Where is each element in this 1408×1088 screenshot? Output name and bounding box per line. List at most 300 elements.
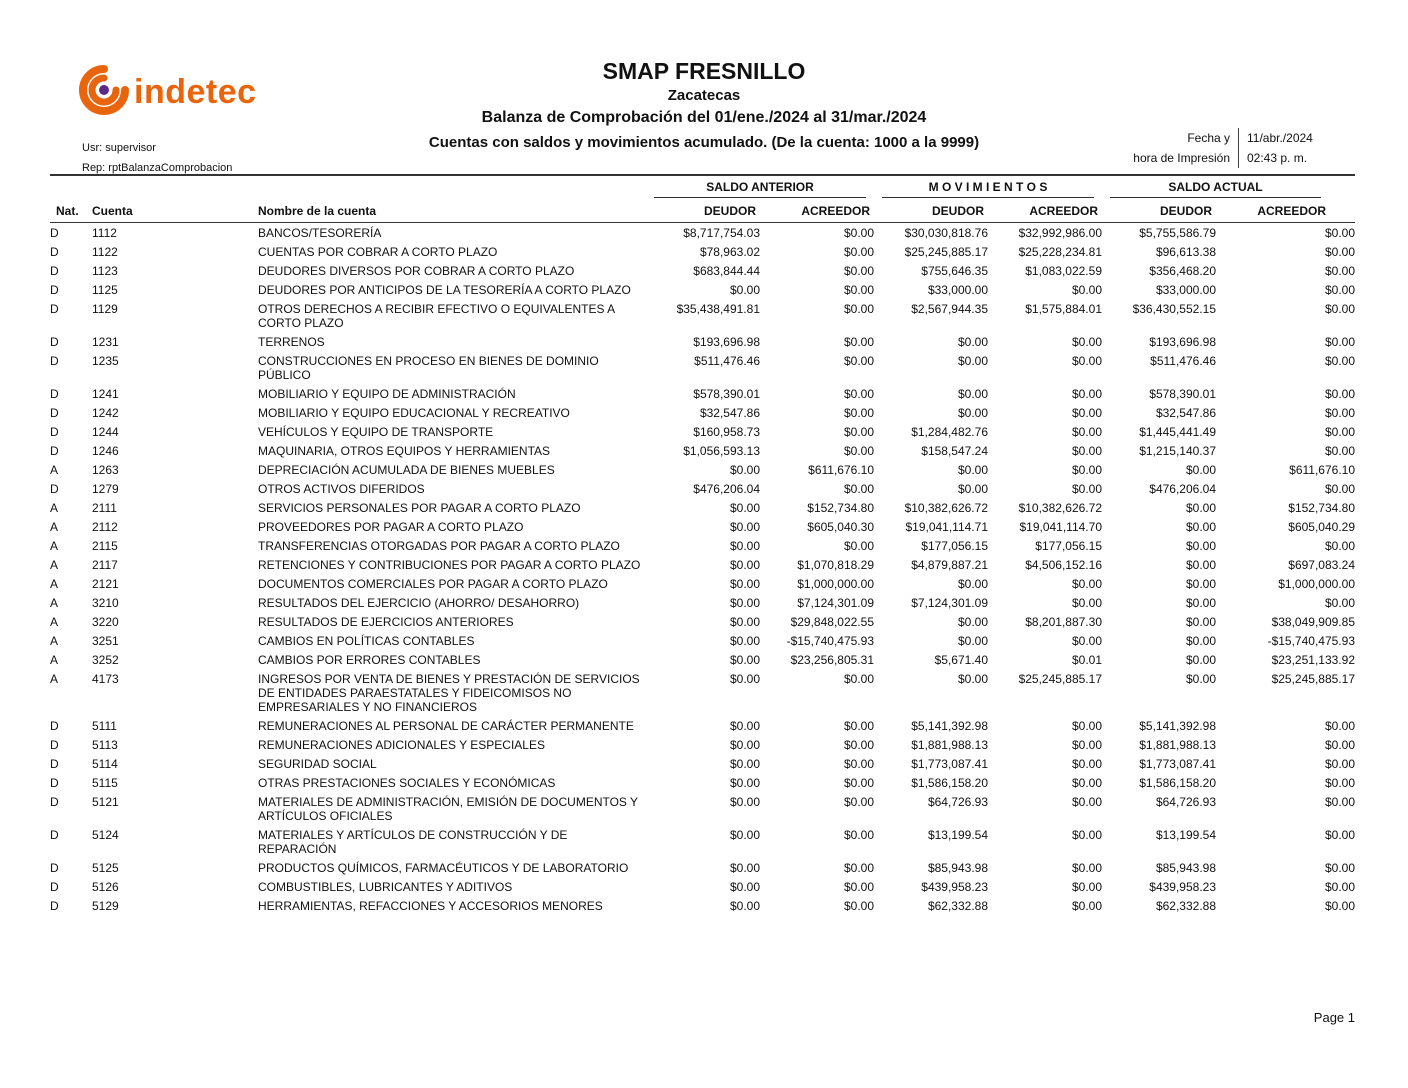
movimientos-acreedor-cell: $25,245,885.17: [1018, 672, 1102, 686]
movimientos-deudor-cell: $0.00: [957, 387, 988, 401]
saldo-actual-deudor-cell: $85,943.98: [1155, 861, 1216, 875]
saldo-actual-deudor-cell: $33,000.00: [1155, 283, 1216, 297]
saldo-anterior-deudor-cell: $0.00: [729, 795, 760, 809]
table-row: [50, 261, 1355, 280]
saldo-anterior-acreedor-cell: $0.00: [843, 264, 874, 278]
nat-cell: D: [50, 444, 59, 458]
saldo-anterior-acreedor-cell: $0.00: [843, 757, 874, 771]
nat-cell: D: [50, 776, 59, 790]
saldo-anterior-deudor-cell: $476,206.04: [693, 482, 760, 496]
saldo-anterior-deudor-cell: $0.00: [729, 653, 760, 667]
saldo-actual-deudor-cell: $13,199.54: [1155, 828, 1216, 842]
saldo-actual-acreedor-cell: $0.00: [1324, 596, 1355, 610]
saldo-actual-acreedor-cell: $605,040.29: [1288, 520, 1355, 534]
print-date-value: 11/abr./2024: [1238, 128, 1326, 148]
saldo-actual-acreedor-cell: $0.00: [1324, 828, 1355, 842]
saldo-anterior-acreedor-cell: $0.00: [843, 861, 874, 875]
movimientos-acreedor-cell: $0.00: [1071, 776, 1102, 790]
saldo-actual-deudor-cell: $0.00: [1185, 596, 1216, 610]
movimientos-deudor-cell: $1,773,087.41: [911, 757, 988, 771]
saldo-actual-acreedor-cell: $0.00: [1324, 354, 1355, 368]
nat-cell: A: [50, 520, 59, 534]
table-row: [50, 825, 1355, 858]
nat-cell: D: [50, 283, 59, 297]
nat-cell: A: [50, 501, 59, 515]
saldo-anterior-acreedor-cell: $0.00: [843, 795, 874, 809]
movimientos-acreedor-cell: $0.00: [1071, 861, 1102, 875]
nat-cell: A: [50, 672, 59, 686]
nat-cell: D: [50, 899, 59, 913]
saldo-actual-deudor-cell: $511,476.46: [1150, 354, 1216, 368]
table-row: [50, 593, 1355, 612]
movimientos-deudor-cell: $10,382,626.72: [904, 501, 988, 515]
movimientos-deudor-cell: $1,284,482.76: [911, 425, 988, 439]
cuenta-cell: 3220: [92, 615, 119, 629]
nombre-cell: RESULTADOS DEL EJERCICIO (AHORRO/ DESAHORRO): [258, 596, 580, 610]
print-time-row: [1110, 148, 1326, 168]
saldo-anterior-acreedor-cell: $0.00: [843, 738, 874, 752]
movimientos-deudor-cell: $0.00: [957, 406, 988, 420]
nombre-cell: DEUDORES POR ANTICIPOS DE LA TESORERÍA A CORTO PLAZO: [258, 283, 631, 297]
saldo-anterior-deudor-cell: $0.00: [729, 719, 760, 733]
saldo-anterior-deudor-cell: $0.00: [729, 672, 760, 686]
nat-cell: A: [50, 615, 59, 629]
nat-cell: D: [50, 425, 59, 439]
cuenta-cell: 4173: [92, 672, 119, 686]
saldo-actual-acreedor-cell: $0.00: [1324, 482, 1355, 496]
table-row: [50, 517, 1355, 536]
movimientos-acreedor-cell: $0.00: [1071, 757, 1102, 771]
saldo-anterior-acreedor-cell: $0.00: [843, 539, 874, 553]
table-row: [50, 280, 1355, 299]
nombre-cell: DEPRECIACIÓN ACUMULADA DE BIENES MUEBLES: [258, 463, 555, 477]
movimientos-deudor-cell: $4,879,887.21: [911, 558, 988, 572]
saldo-actual-deudor-cell: $578,390.01: [1149, 387, 1216, 401]
nat-cell: D: [50, 387, 59, 401]
saldo-anterior-deudor-cell: $0.00: [729, 520, 760, 534]
saldo-actual-acreedor-cell: $0.00: [1324, 861, 1355, 875]
table-body: [50, 223, 1355, 916]
saldo-anterior-acreedor-cell: $0.00: [843, 899, 874, 913]
table-row: [50, 612, 1355, 631]
saldo-actual-deudor-cell: $439,958.23: [1149, 880, 1216, 894]
cuenta-cell: 5115: [92, 776, 118, 790]
cuenta-cell: 3252: [92, 653, 119, 667]
movimientos-acreedor-cell: $4,506,152.16: [1025, 558, 1102, 572]
saldo-anterior-acreedor-cell: $0.00: [843, 406, 874, 420]
table-row: [50, 669, 1355, 716]
saldo-anterior-deudor-cell: $32,547.86: [699, 406, 760, 420]
saldo-anterior-acreedor-cell: $0.00: [843, 719, 874, 733]
col-sa-acreedor: ACREEDOR: [760, 198, 874, 223]
saldo-anterior-deudor-cell: $0.00: [729, 501, 760, 515]
nat-cell: A: [50, 463, 59, 477]
movimientos-acreedor-cell: $0.00: [1071, 828, 1102, 842]
table-row: [50, 536, 1355, 555]
nombre-cell: SEGURIDAD SOCIAL: [258, 757, 377, 771]
saldo-actual-acreedor-cell: $0.00: [1324, 406, 1355, 420]
saldo-actual-acreedor-cell: $0.00: [1324, 245, 1355, 259]
nombre-cell: PROVEEDORES POR PAGAR A CORTO PLAZO: [258, 520, 524, 534]
nat-cell: A: [50, 653, 59, 667]
movimientos-deudor-cell: $0.00: [957, 354, 988, 368]
movimientos-acreedor-cell: $0.00: [1071, 899, 1102, 913]
table-row: [50, 754, 1355, 773]
movimientos-acreedor-cell: $1,083,022.59: [1025, 264, 1102, 278]
saldo-actual-acreedor-cell: $25,245,885.17: [1271, 672, 1355, 686]
cuenta-cell: 5111: [92, 719, 117, 733]
movimientos-acreedor-cell: $0.00: [1071, 634, 1102, 648]
saldo-actual-deudor-cell: $476,206.04: [1149, 482, 1216, 496]
nombre-cell: COMBUSTIBLES, LUBRICANTES Y ADITIVOS: [258, 880, 513, 894]
nombre-cell: DEUDORES DIVERSOS POR COBRAR A CORTO PLAZO: [258, 264, 575, 278]
cuenta-cell: 3251: [92, 634, 119, 648]
cuenta-cell: 1123: [92, 264, 118, 278]
entity-subtitle: Zacatecas: [667, 87, 741, 104]
nombre-cell: DOCUMENTOS COMERCIALES POR PAGAR A CORTO PLAZO: [258, 577, 608, 591]
print-datetime: [1110, 128, 1326, 168]
saldo-actual-deudor-cell: $0.00: [1185, 520, 1216, 534]
saldo-actual-deudor-cell: $0.00: [1185, 463, 1216, 477]
nombre-cell: CAMBIOS EN POLÍTICAS CONTABLES: [258, 634, 475, 648]
page-number: Page 1: [1313, 1010, 1355, 1025]
print-date-label: Fecha y: [1187, 131, 1230, 145]
group-movimientos: M O V I M I E N T O S: [874, 175, 1102, 198]
saldo-actual-deudor-cell: $0.00: [1185, 501, 1216, 515]
nat-cell: D: [50, 406, 59, 420]
nombre-cell: TERRENOS: [258, 335, 325, 349]
saldo-anterior-acreedor-cell: $0.00: [843, 283, 874, 297]
saldo-actual-acreedor-cell: $611,676.10: [1289, 463, 1355, 477]
movimientos-deudor-cell: $755,646.35: [921, 264, 988, 278]
movimientos-deudor-cell: $158,547.24: [921, 444, 988, 458]
nombre-cell: PRODUCTOS QUÍMICOS, FARMACÉUTICOS Y DE LABORATORIO: [258, 861, 629, 875]
nombre-cell: OTROS DERECHOS A RECIBIR EFECTIVO O EQUIVALENTES A CORTO PLAZO: [258, 302, 615, 330]
nat-cell: A: [50, 558, 59, 572]
movimientos-deudor-cell: $5,671.40: [934, 653, 988, 667]
col-nat: Nat.: [50, 198, 92, 223]
saldo-anterior-deudor-cell: $8,717,754.03: [683, 226, 760, 240]
movimientos-deudor-cell: $25,245,885.17: [904, 245, 988, 259]
movimientos-acreedor-cell: $0.00: [1071, 880, 1102, 894]
saldo-anterior-acreedor-cell: $0.00: [843, 880, 874, 894]
table-row: [50, 896, 1355, 915]
saldo-actual-deudor-cell: $1,586,158.20: [1139, 776, 1216, 790]
cuenta-cell: 2117: [92, 558, 118, 572]
nombre-cell: CUENTAS POR COBRAR A CORTO PLAZO: [258, 245, 498, 259]
saldo-actual-acreedor-cell: $0.00: [1324, 539, 1355, 553]
saldo-actual-acreedor-cell: -$15,740,475.93: [1267, 634, 1355, 648]
movimientos-deudor-cell: $62,332.88: [927, 899, 988, 913]
table-row: [50, 479, 1355, 498]
saldo-actual-acreedor-cell: $0.00: [1324, 899, 1355, 913]
table-row: [50, 858, 1355, 877]
table-row: [50, 773, 1355, 792]
cuenta-cell: 1112: [92, 226, 117, 240]
saldo-actual-acreedor-cell: $0.00: [1324, 880, 1355, 894]
table-row: [50, 223, 1355, 243]
table-row: [50, 735, 1355, 754]
nombre-cell: HERRAMIENTAS, REFACCIONES Y ACCESORIOS MENORES: [258, 899, 603, 913]
nat-cell: D: [50, 738, 59, 752]
saldo-actual-deudor-cell: $0.00: [1185, 577, 1216, 591]
table-row: [50, 555, 1355, 574]
nombre-cell: BANCOS/TESORERÍA: [258, 226, 382, 240]
saldo-actual-deudor-cell: $96,613.38: [1155, 245, 1216, 259]
movimientos-deudor-cell: $30,030,818.76: [904, 226, 988, 240]
cuenta-cell: 5126: [92, 880, 119, 894]
movimientos-acreedor-cell: $0.00: [1071, 795, 1102, 809]
saldo-actual-acreedor-cell: $23,251,133.92: [1271, 653, 1355, 667]
saldo-anterior-deudor-cell: $0.00: [729, 738, 760, 752]
table-row: [50, 441, 1355, 460]
logo-wordmark: indetec: [134, 73, 257, 111]
saldo-anterior-acreedor-cell: $0.00: [843, 776, 874, 790]
table-row: [50, 574, 1355, 593]
movimientos-deudor-cell: $33,000.00: [927, 283, 988, 297]
balance-table: [50, 174, 1355, 915]
movimientos-deudor-cell: $13,199.54: [927, 828, 988, 842]
cuenta-cell: 1263: [92, 463, 119, 477]
cuenta-cell: 1246: [92, 444, 119, 458]
nat-cell: D: [50, 880, 59, 894]
nat-cell: D: [50, 861, 59, 875]
saldo-anterior-deudor-cell: $0.00: [729, 634, 760, 648]
saldo-anterior-deudor-cell: $0.00: [729, 596, 760, 610]
saldo-anterior-deudor-cell: $0.00: [729, 899, 760, 913]
saldo-actual-acreedor-cell: $0.00: [1324, 226, 1355, 240]
movimientos-deudor-cell: $0.00: [957, 463, 988, 477]
saldo-anterior-deudor-cell: $1,056,593.13: [683, 444, 760, 458]
saldo-anterior-acreedor-cell: $1,070,818.29: [797, 558, 874, 572]
movimientos-deudor-cell: $439,958.23: [921, 880, 988, 894]
nombre-cell: CONSTRUCCIONES EN PROCESO EN BIENES DE DOMINIO PÚBLICO: [258, 354, 599, 382]
table-row: [50, 351, 1355, 384]
nat-cell: D: [50, 828, 59, 842]
cuenta-cell: 1235: [92, 354, 119, 368]
nat-cell: D: [50, 757, 59, 771]
saldo-anterior-deudor-cell: $0.00: [729, 776, 760, 790]
saldo-anterior-deudor-cell: $0.00: [729, 757, 760, 771]
saldo-anterior-deudor-cell: $578,390.01: [693, 387, 760, 401]
movimientos-acreedor-cell: $0.00: [1071, 283, 1102, 297]
user-line: Usr: supervisor: [82, 142, 156, 154]
table-row: [50, 877, 1355, 896]
saldo-actual-acreedor-cell: $0.00: [1324, 719, 1355, 733]
saldo-anterior-deudor-cell: $0.00: [729, 880, 760, 894]
table-row: [50, 650, 1355, 669]
saldo-anterior-acreedor-cell: $1,000,000.00: [797, 577, 874, 591]
col-mov-acreedor: ACREEDOR: [988, 198, 1102, 223]
movimientos-deudor-cell: $2,567,944.35: [911, 302, 988, 316]
saldo-anterior-deudor-cell: $0.00: [729, 861, 760, 875]
report-header: [304, 58, 1104, 151]
saldo-actual-deudor-cell: $5,141,392.98: [1139, 719, 1216, 733]
saldo-anterior-deudor-cell: $160,958.73: [693, 425, 760, 439]
saldo-actual-deudor-cell: $356,468.20: [1149, 264, 1216, 278]
saldo-anterior-acreedor-cell: $0.00: [843, 226, 874, 240]
table-row: [50, 460, 1355, 479]
cuenta-cell: 1241: [92, 387, 119, 401]
saldo-anterior-deudor-cell: $35,438,491.81: [676, 302, 760, 316]
table-row: [50, 792, 1355, 825]
saldo-anterior-acreedor-cell: $29,848,022.55: [790, 615, 874, 629]
report-subtitle: Cuentas con saldos y movimientos acumulado. (De la cuenta: 1000 a la 9999): [428, 134, 980, 151]
movimientos-deudor-cell: $0.00: [957, 482, 988, 496]
col-cuenta: Cuenta: [92, 198, 258, 223]
group-spacer: [50, 175, 646, 198]
saldo-anterior-deudor-cell: $0.00: [729, 828, 760, 842]
movimientos-acreedor-cell: $0.00: [1071, 444, 1102, 458]
nombre-cell: RETENCIONES Y CONTRIBUCIONES POR PAGAR A CORTO PLAZO: [258, 558, 641, 572]
saldo-actual-acreedor-cell: $0.00: [1324, 776, 1355, 790]
saldo-actual-deudor-cell: $0.00: [1185, 558, 1216, 572]
saldo-anterior-deudor-cell: $0.00: [729, 283, 760, 297]
saldo-actual-deudor-cell: $36,430,552.15: [1132, 302, 1216, 316]
saldo-anterior-deudor-cell: $511,476.46: [694, 354, 760, 368]
column-header-row: [50, 198, 1355, 223]
cuenta-cell: 1242: [92, 406, 119, 420]
saldo-actual-acreedor-cell: $0.00: [1324, 757, 1355, 771]
saldo-actual-deudor-cell: $0.00: [1185, 615, 1216, 629]
saldo-anterior-acreedor-cell: $0.00: [843, 425, 874, 439]
cuenta-cell: 5114: [92, 757, 118, 771]
group-saldo-anterior: SALDO ANTERIOR: [646, 175, 874, 198]
nombre-cell: OTROS ACTIVOS DIFERIDOS: [258, 482, 425, 496]
movimientos-acreedor-cell: $0.00: [1071, 463, 1102, 477]
col-nombre: Nombre de la cuenta: [258, 198, 646, 223]
saldo-actual-deudor-cell: $1,881,988.13: [1139, 738, 1216, 752]
nombre-cell: CAMBIOS POR ERRORES CONTABLES: [258, 653, 481, 667]
nat-cell: D: [50, 226, 59, 240]
cuenta-cell: 3210: [92, 596, 119, 610]
nat-cell: D: [50, 482, 59, 496]
nombre-cell: INGRESOS POR VENTA DE BIENES Y PRESTACIÓN DE SERVICIOS DE ENTIDADES PARAESTATALES Y FIDEICOMISOS NO EMPRESARIALES Y NO FINANCIEROS: [258, 672, 640, 714]
saldo-anterior-deudor-cell: $0.00: [729, 558, 760, 572]
col-mov-deudor: DEUDOR: [874, 198, 988, 223]
saldo-anterior-acreedor-cell: $0.00: [843, 335, 874, 349]
nombre-cell: SERVICIOS PERSONALES POR PAGAR A CORTO PLAZO: [258, 501, 581, 515]
saldo-actual-deudor-cell: $1,773,087.41: [1139, 757, 1216, 771]
saldo-actual-deudor-cell: $0.00: [1185, 672, 1216, 686]
saldo-actual-acreedor-cell: $0.00: [1324, 444, 1355, 458]
nat-cell: A: [50, 539, 59, 553]
nombre-cell: MATERIALES Y ARTÍCULOS DE CONSTRUCCIÓN Y DE REPARACIÓN: [258, 828, 568, 856]
saldo-anterior-acreedor-cell: $605,040.30: [807, 520, 874, 534]
group-header-row: [50, 175, 1355, 198]
saldo-anterior-acreedor-cell: $0.00: [843, 482, 874, 496]
cuenta-cell: 2121: [92, 577, 119, 591]
saldo-actual-deudor-cell: $1,445,441.49: [1139, 425, 1216, 439]
movimientos-acreedor-cell: $0.00: [1071, 354, 1102, 368]
col-act-acreedor: ACREEDOR: [1216, 198, 1355, 223]
saldo-actual-deudor-cell: $62,332.88: [1155, 899, 1216, 913]
cuenta-cell: 5113: [92, 738, 118, 752]
saldo-actual-deudor-cell: $32,547.86: [1155, 406, 1216, 420]
movimientos-acreedor-cell: $0.00: [1071, 335, 1102, 349]
print-time-value: 02:43 p. m.: [1238, 148, 1326, 168]
movimientos-deudor-cell: $5,141,392.98: [911, 719, 988, 733]
saldo-anterior-deudor-cell: $683,844.44: [693, 264, 760, 278]
saldo-anterior-acreedor-cell: $7,124,301.09: [797, 596, 874, 610]
saldo-anterior-acreedor-cell: $0.00: [843, 444, 874, 458]
table-row: [50, 716, 1355, 735]
nat-cell: D: [50, 245, 59, 259]
nat-cell: D: [50, 302, 59, 316]
saldo-anterior-acreedor-cell: $0.00: [843, 245, 874, 259]
saldo-anterior-acreedor-cell: $0.00: [843, 354, 874, 368]
movimientos-acreedor-cell: $8,201,887.30: [1025, 615, 1102, 629]
report-meta-left: [82, 138, 232, 178]
nat-cell: A: [50, 596, 59, 610]
movimientos-deudor-cell: $85,943.98: [927, 861, 988, 875]
movimientos-deudor-cell: $19,041,114.71: [905, 520, 988, 534]
saldo-anterior-acreedor-cell: $0.00: [843, 302, 874, 316]
nombre-cell: MOBILIARIO Y EQUIPO EDUCACIONAL Y RECREATIVO: [258, 406, 570, 420]
saldo-actual-deudor-cell: $0.00: [1185, 653, 1216, 667]
table-row: [50, 631, 1355, 650]
movimientos-acreedor-cell: $25,228,234.81: [1018, 245, 1102, 259]
movimientos-deudor-cell: $0.00: [957, 577, 988, 591]
movimientos-acreedor-cell: $10,382,626.72: [1018, 501, 1102, 515]
saldo-actual-acreedor-cell: $0.00: [1324, 387, 1355, 401]
nat-cell: D: [50, 354, 59, 368]
movimientos-deudor-cell: $1,881,988.13: [911, 738, 988, 752]
saldo-anterior-deudor-cell: $0.00: [729, 539, 760, 553]
nat-cell: D: [50, 264, 59, 278]
movimientos-acreedor-cell: $0.00: [1071, 482, 1102, 496]
print-date-row: [1110, 128, 1326, 148]
entity-title: SMAP FRESNILLO: [602, 58, 806, 84]
cuenta-cell: 5129: [92, 899, 119, 913]
saldo-actual-acreedor-cell: $152,734.80: [1288, 501, 1355, 515]
movimientos-acreedor-cell: $177,056.15: [1035, 539, 1102, 553]
nombre-cell: RESULTADOS DE EJERCICIOS ANTERIORES: [258, 615, 514, 629]
saldo-anterior-deudor-cell: $78,963.02: [699, 245, 760, 259]
movimientos-deudor-cell: $0.00: [957, 335, 988, 349]
nat-cell: D: [50, 335, 59, 349]
print-time-label: hora de Impresión: [1133, 151, 1230, 165]
movimientos-deudor-cell: $1,586,158.20: [911, 776, 988, 790]
saldo-actual-acreedor-cell: $0.00: [1324, 795, 1355, 809]
nombre-cell: REMUNERACIONES AL PERSONAL DE CARÁCTER PERMANENTE: [258, 719, 634, 733]
cuenta-cell: 2115: [92, 539, 118, 553]
saldo-anterior-acreedor-cell: $0.00: [843, 387, 874, 401]
saldo-anterior-deudor-cell: $0.00: [729, 463, 760, 477]
nat-cell: D: [50, 795, 59, 809]
col-sa-deudor: DEUDOR: [646, 198, 760, 223]
cuenta-cell: 1244: [92, 425, 119, 439]
table-row: [50, 498, 1355, 517]
nat-cell: A: [50, 577, 59, 591]
movimientos-acreedor-cell: $0.01: [1071, 653, 1102, 667]
saldo-actual-acreedor-cell: $0.00: [1324, 302, 1355, 316]
cuenta-cell: 1122: [92, 245, 118, 259]
movimientos-acreedor-cell: $0.00: [1071, 577, 1102, 591]
table-row: [50, 242, 1355, 261]
saldo-anterior-acreedor-cell: $152,734.80: [807, 501, 874, 515]
cuenta-cell: 1129: [92, 302, 118, 316]
nombre-cell: REMUNERACIONES ADICIONALES Y ESPECIALES: [258, 738, 545, 752]
saldo-actual-acreedor-cell: $697,083.24: [1288, 558, 1355, 572]
table-row: [50, 403, 1355, 422]
cuenta-cell: 1231: [92, 335, 119, 349]
report-title: Balanza de Comprobación del 01/ene./2024 al 31/mar./2024: [481, 109, 927, 126]
saldo-actual-acreedor-cell: $0.00: [1324, 335, 1355, 349]
movimientos-acreedor-cell: $32,992,986.00: [1018, 226, 1102, 240]
report-id-line: Rep: rptBalanzaComprobacion: [82, 162, 233, 174]
movimientos-acreedor-cell: $1,575,884.01: [1025, 302, 1102, 316]
